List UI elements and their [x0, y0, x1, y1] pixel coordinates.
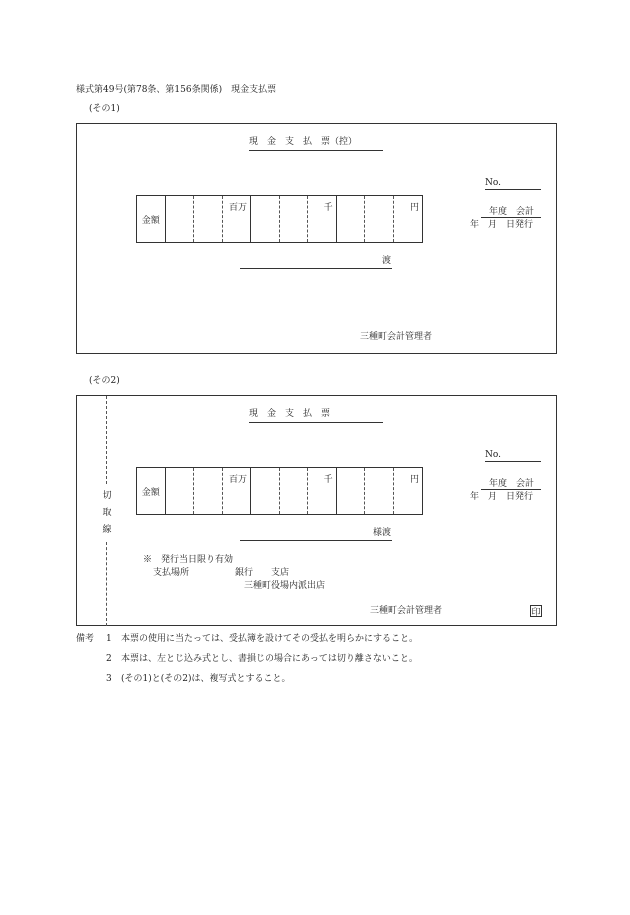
part2-amount-grid [136, 467, 423, 515]
part1-label: (その1) [89, 104, 120, 114]
part2-digit-cell [337, 468, 366, 514]
cut-line-top [106, 396, 107, 484]
part1-fiscal-underline [481, 217, 541, 218]
part2-digit-cell [166, 468, 195, 514]
part1-unit-hyakuman: 百万 [229, 203, 248, 213]
part2-no-field [485, 461, 541, 462]
part1-digit-cell [280, 196, 309, 242]
part1-recipient-line [240, 268, 392, 269]
part1-amount-grid [136, 195, 423, 243]
note-text: 本票は、左とじ込み式とし、書損じの場合にあっては切り離さないこと。 [121, 654, 418, 664]
part2-branch-label: 支店 [271, 568, 290, 578]
note-number: 1 [106, 634, 112, 644]
part2-issuer: 三種町会計管理者 [370, 606, 443, 616]
part1-digit-cell [308, 196, 337, 242]
part2-bank-label: 銀行 [235, 568, 254, 578]
part1-issue-date-label: 年 月 日発行 [470, 220, 534, 230]
cut-line-bottom [106, 542, 107, 626]
part2-unit-hyakuman: 百万 [229, 475, 248, 485]
seal-stamp: 印 [530, 605, 542, 617]
part1-no-label: No. [485, 178, 501, 188]
part2-digit-cell [251, 468, 280, 514]
part2-title-underline [249, 422, 383, 423]
part1-recipient-suffix: 渡 [382, 256, 392, 266]
part1-digit-cell [251, 196, 280, 242]
part1-title-underline [249, 150, 383, 151]
part2-amount-label: 金額 [137, 468, 166, 514]
part1-unit-sen: 千 [323, 203, 333, 213]
part2-office-branch: 三種町役場内派出店 [244, 581, 326, 591]
part2-recipient-suffix: 様渡 [373, 528, 392, 538]
part1-no-field [485, 189, 541, 190]
note-text: 本票の使用に当たっては、受払簿を設けてその受払を明らかにすること。 [121, 634, 419, 644]
part2-digit-cell [194, 468, 223, 514]
cut-line-char: 線 [102, 525, 112, 535]
part2-recipient-line [240, 540, 392, 541]
part2-digit-cell [365, 468, 394, 514]
part1-title: 現 金 支 払 票（控） [249, 137, 358, 147]
part2-no-label: No. [485, 450, 501, 460]
cut-line-char: 取 [102, 508, 112, 518]
cut-line-label [101, 488, 113, 539]
note-number: 3 [106, 674, 112, 684]
part2-digit-cell [308, 468, 337, 514]
part1-issuer: 三種町会計管理者 [360, 332, 433, 342]
part2-slip [76, 395, 557, 626]
part2-fiscal-underline [481, 489, 541, 490]
part2-validity-note: ※ 発行当日限り有効 [143, 555, 234, 565]
part2-payment-place-label: 支払場所 [153, 568, 190, 578]
part1-fiscal-label: 年度 会計 [489, 207, 535, 217]
part1-digit-cell [194, 196, 223, 242]
part1-slip [76, 123, 557, 354]
part1-digit-cell [365, 196, 394, 242]
part1-digit-cell [223, 196, 252, 242]
part2-digit-cell [223, 468, 252, 514]
part2-unit-en: 円 [410, 475, 420, 485]
part2-unit-sen: 千 [323, 475, 333, 485]
part2-digit-cell [394, 468, 422, 514]
note-text: (その1)と(その2)は、複写式とすること。 [121, 674, 291, 684]
part1-digit-cell [337, 196, 366, 242]
part1-digit-cell [394, 196, 422, 242]
part2-title: 現 金 支 払 票 [249, 409, 331, 419]
part1-unit-en: 円 [410, 203, 420, 213]
part2-label: (その2) [89, 376, 120, 386]
cut-line-char: 切 [102, 491, 112, 501]
part2-fiscal-label: 年度 会計 [489, 479, 535, 489]
part2-issue-date-label: 年 月 日発行 [470, 492, 534, 502]
notes-heading: 備考 [76, 634, 95, 644]
part1-amount-label: 金額 [137, 196, 166, 242]
note-number: 2 [106, 654, 112, 664]
form-number-title: 様式第49号(第78条、第156条関係) 現金支払票 [76, 85, 277, 95]
part1-digit-cell [166, 196, 195, 242]
part2-digit-cell [280, 468, 309, 514]
